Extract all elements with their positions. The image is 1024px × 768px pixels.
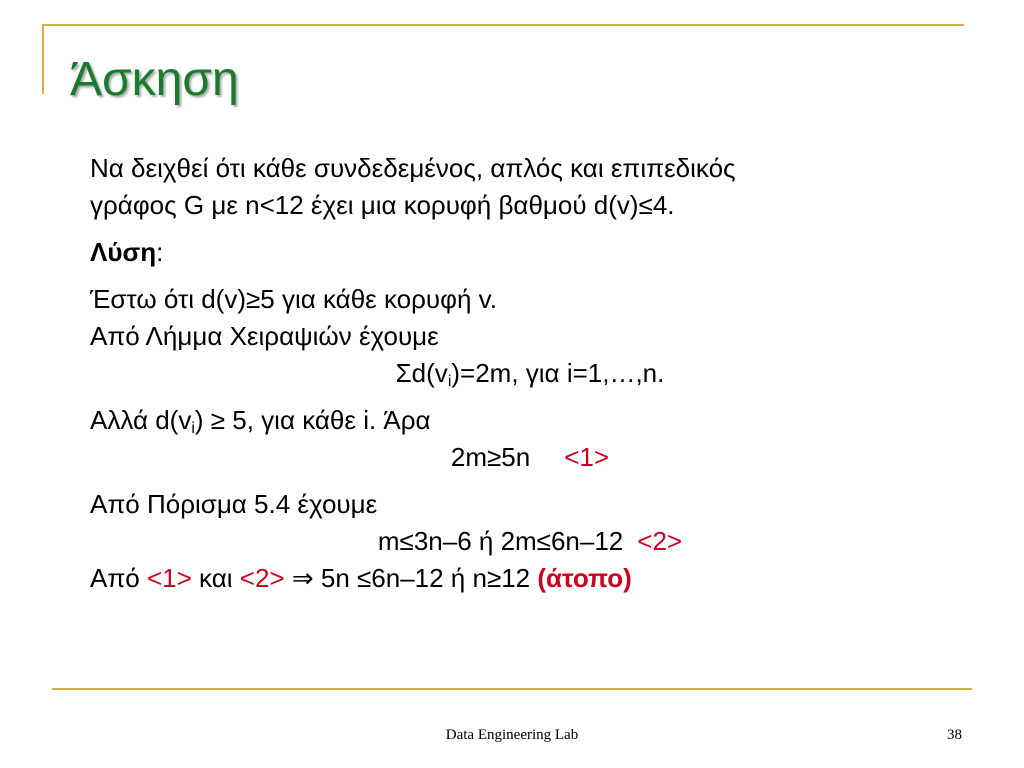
solution-heading — [90, 234, 970, 271]
inequality-2-tag: <2> — [637, 526, 683, 556]
corollary-line: Από Πόρισμα 5.4 έχουμε — [90, 489, 378, 519]
sum-suffix: )=2m, για i=1,…,n. — [451, 358, 665, 388]
inequality-1-tag: <1> — [564, 442, 610, 472]
frame-left-rule — [42, 24, 44, 94]
conclusion-tag-1: <1> — [146, 563, 192, 593]
conclusion-tag-2: <2> — [239, 563, 285, 593]
inequality-2: m≤3n–6 ή 2m≤6n–12 — [377, 526, 624, 556]
slide-body — [90, 150, 970, 597]
lemma-line: Από Λήμμα Χειραψιών έχουμε — [90, 321, 439, 351]
slide-title: Άσκηση — [70, 53, 239, 106]
problem-statement-line-1: Να δειχθεί ότι κάθε συνδεδεμένος, απλός και επιπεδικός — [90, 153, 736, 183]
problem-statement-line-2: γράφος G με n<12 έχει μια κορυφή βαθμού d(v)≤4. — [90, 190, 675, 220]
conclusion-from: Από — [90, 563, 140, 593]
inequality-1: 2m≥5n — [450, 442, 531, 472]
page-number: 38 — [947, 727, 962, 743]
implies-arrow-icon: ⇒ — [291, 563, 314, 593]
inequality-2-line — [90, 523, 970, 560]
however-line — [90, 402, 970, 439]
frame-top-rule — [42, 24, 964, 26]
degree-sum-formula — [90, 355, 970, 392]
however-subscript: i — [191, 420, 195, 437]
contradiction-label: (άτοπο) — [537, 563, 632, 593]
sum-prefix: Σd(v — [395, 358, 448, 388]
however-suffix: ) ≥ 5, για κάθε i. Άρα — [194, 405, 431, 435]
assumption-line: Έστω ότι d(v)≥5 για κάθε κορυφή v. — [90, 284, 497, 314]
solution-label: Λύση — [90, 237, 157, 267]
solution-colon: : — [156, 237, 164, 267]
footer-lab-name: Data Engineering Lab — [445, 727, 579, 743]
sum-subscript: i — [447, 373, 452, 390]
footer-rule — [52, 688, 972, 690]
inequality-1-line — [90, 439, 970, 476]
conclusion-and: και — [199, 563, 233, 593]
conclusion-result: 5n ≤6n–12 ή n≥12 — [320, 563, 531, 593]
conclusion-line — [90, 560, 970, 597]
however-prefix: Αλλά d(v — [90, 405, 192, 435]
